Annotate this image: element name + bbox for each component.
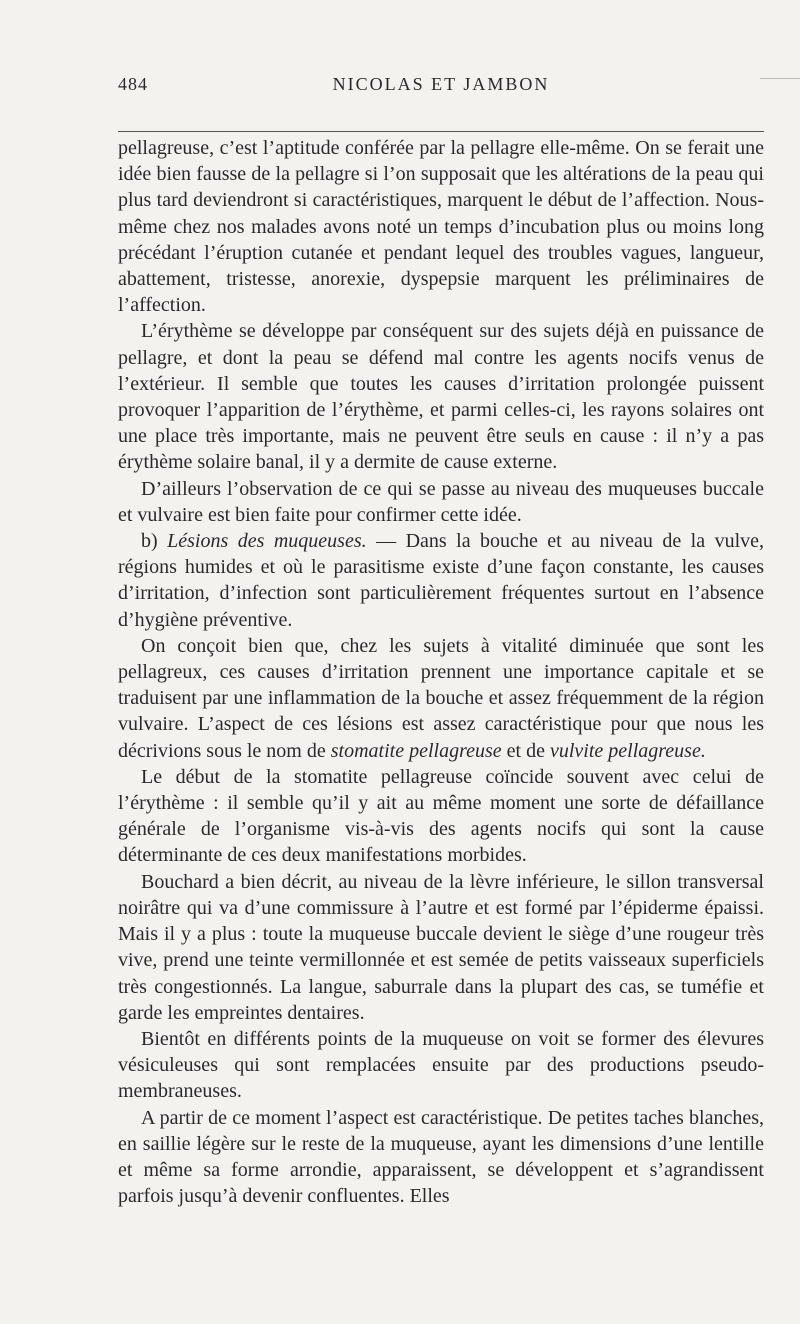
page-number: 484 [118,74,148,94]
text-run: Bouchard a bien décrit, au niveau de la lèvre inférieure, le sillon transversal noirâtre qui va d’une commissure à l’autre et est formé par l’épiderme épaissi. Mais il y a plus : toute la muqueuse buccale devient le siège d’une rougeur très vive, prend une teinte vermillonnée et est semée de petits vaisseaux superficiels très congestionnés. La langue, saburrale dans la plupart des cas, se tuméfie et garde les empreintes dentaires. [118,870,764,1024]
text-run: A partir de ce moment l’aspect est caractéristique. De petites taches blanches, en saillie légère sur le reste de la muqueuse, ayant les dimensions d’une lentille et même sa forme arrondie, apparaissent, se développent et s’agrandissent parfois jusqu’à devenir confluentes. Elles [118,1106,764,1208]
paragraph [118,135,764,318]
paragraph [118,476,764,528]
running-title: NICOLAS ET JAMBON [332,74,550,94]
text-run: et de [501,739,550,762]
paragraph [118,869,764,1026]
text-run: Bientôt en différents points de la muqueuse on voit se former des élevures vésiculeuses qui sont remplacées ensuite par des productions pseudo-membraneuses. [118,1027,764,1103]
page-header [118,74,764,104]
paragraph [118,528,764,633]
text-run: On conçoit bien que, chez les sujets à vitalité diminuée que sont les pellagreux, ces causes d’irritation prennent une importance capitale et se traduisent par une inflammation de la bouche et assez fréquemment de la région vulvaire. L’aspect de ces lésions est assez caractéristique pour que nous les décrivions sous le nom de [118,634,764,762]
text-run: — Dans la bouche et au niveau de la vulve, régions humides et où le parasitisme existe d’une façon constante, les causes d’irritation, d’infection sont particulièrement fréquentes surtout en l’absence d’hygiène préventive. [118,530,765,631]
text-run: D’ailleurs l’observation de ce qui se passe au niveau des muqueuses buccale et vulvaire est bien faite pour confirmer cette idée. [118,477,764,526]
paragraph [118,1026,764,1105]
page-edge-mark [760,78,800,79]
italic-text: Lésions des muqueuses. [167,530,367,553]
italic-text: vulvite pellagreuse. [549,739,706,762]
text-run: pellagreuse, c’est l’aptitude conférée par la pellagre elle-même. On se ferait une idée bien fausse de la pellagre si l’on supposait que les altérations de la peau qui plus tard deviendront si caractéristiques, marquent le début de l’affection. Nous-même chez nos malades avons noté un temps d’incubation plus ou moins long précédant l’éruption cutanée et pendant lequel des troubles vagues, langueur, abattement, tristesse, anorexie, dyspepsie marquent les préliminaires de l’affection. [118,137,764,317]
text-run: b) [141,530,168,553]
text-run: L’érythème se développe par conséquent sur des sujets déjà en puissance de pellagre, et dont la peau se défend mal contre les agents nocifs venus de l’extérieur. Il semble que toutes les causes d’irritation prolongée puissent provoquer l’apparition de l’érythème, et parmi celles-ci, les rayons solaires ont une place très importante, mais ne peuvent être seuls en cause : il n’y a pas érythème solaire banal, il y a dermite de cause externe. [118,320,764,474]
italic-text: stomatite pellagreuse [330,739,502,762]
paragraph [118,633,764,764]
paragraph [118,318,764,475]
header-rule [118,131,764,132]
paragraph [118,1105,764,1210]
paragraph [118,764,764,869]
text-run: Le début de la stomatite pellagreuse coïncide souvent avec celui de l’érythème : il semble qu’il y ait au même moment une sorte de défaillance générale de l’organisme vis-à-vis des agents nocifs qui sont la cause déterminante de ces deux manifestations morbides. [118,765,764,867]
body-text [118,135,764,1209]
